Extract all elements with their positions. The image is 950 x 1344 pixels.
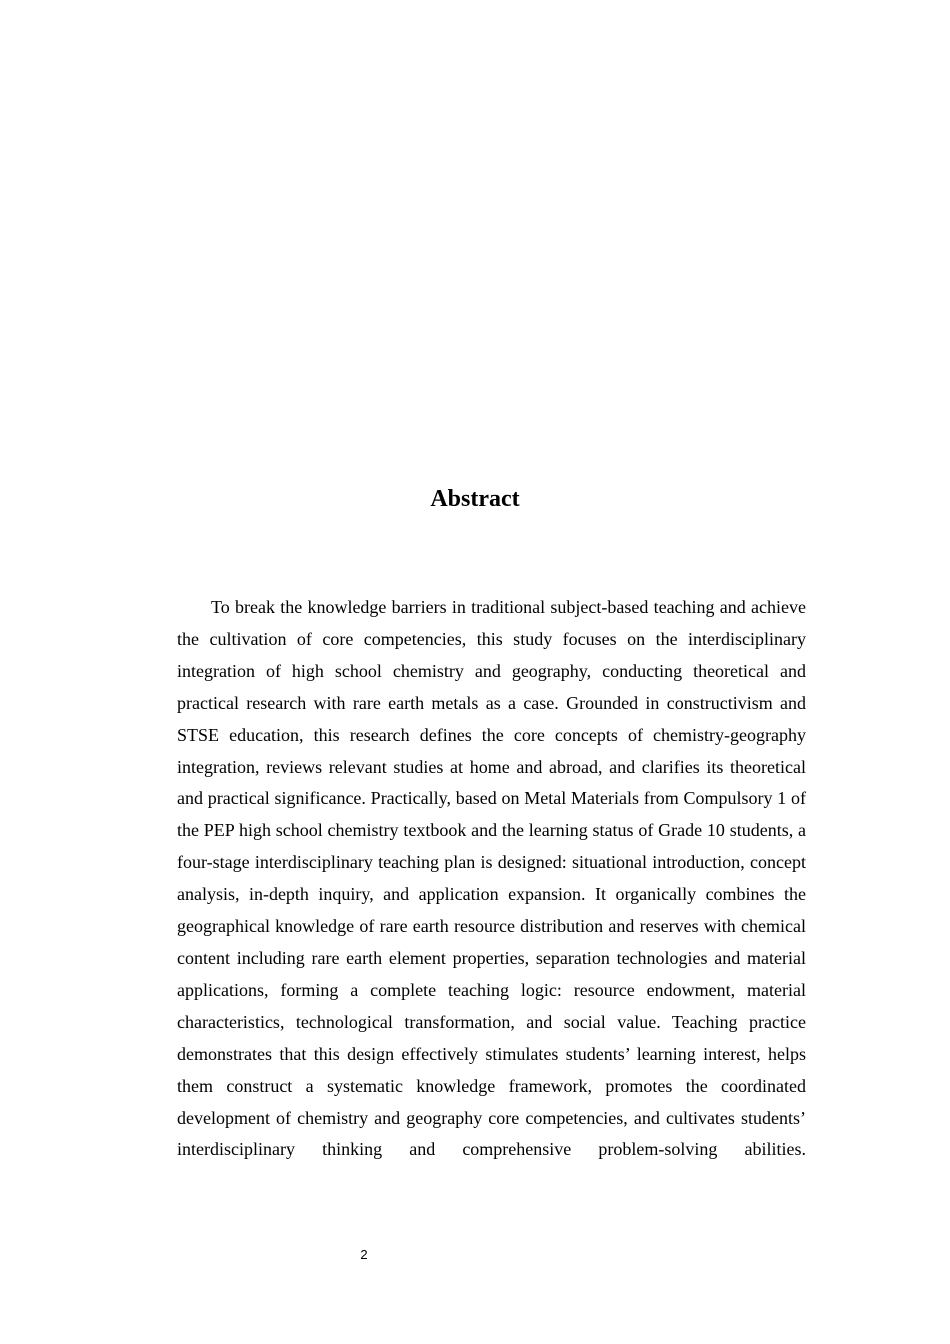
abstract-title: Abstract [430, 486, 520, 512]
page-number: 2 [360, 1247, 368, 1262]
abstract-paragraph: To break the knowledge barriers in traditional subject-based teaching and achieve the cultivation of core competencies, this study focuses on the interdisciplinary integration of high school chemistry and geography, conducting theoretical and practical research with rare earth metals as a case. Grounded in constructivism and STSE education, this research defines the core concepts of chemistry-geography integration, reviews relevant studies at home and abroad, and clarifies its theoretical and practical significance. Practically, based on Metal Materials from Compulsory 1 of the PEP high school chemistry textbook and the learning status of Grade 10 students, a four-stage interdisciplinary teaching plan is designed: situational introduction, concept analysis, in-depth inquiry, and application expansion. It organically combines the geographical knowledge of rare earth resource distribution and reserves with chemical content including rare earth element properties, separation technologies and material applications, forming a complete teaching logic: resource endowment, material characteristics, technological transformation, and social value. Teaching practice demonstrates that this design effectively stimulates students’ learning interest, helps them construct a systematic knowledge framework, promotes the coordinated development of chemistry and geography core competencies, and cultivates students’ interdisciplinary thinking and comprehensive problem-solving abilities. [177, 597, 806, 1160]
